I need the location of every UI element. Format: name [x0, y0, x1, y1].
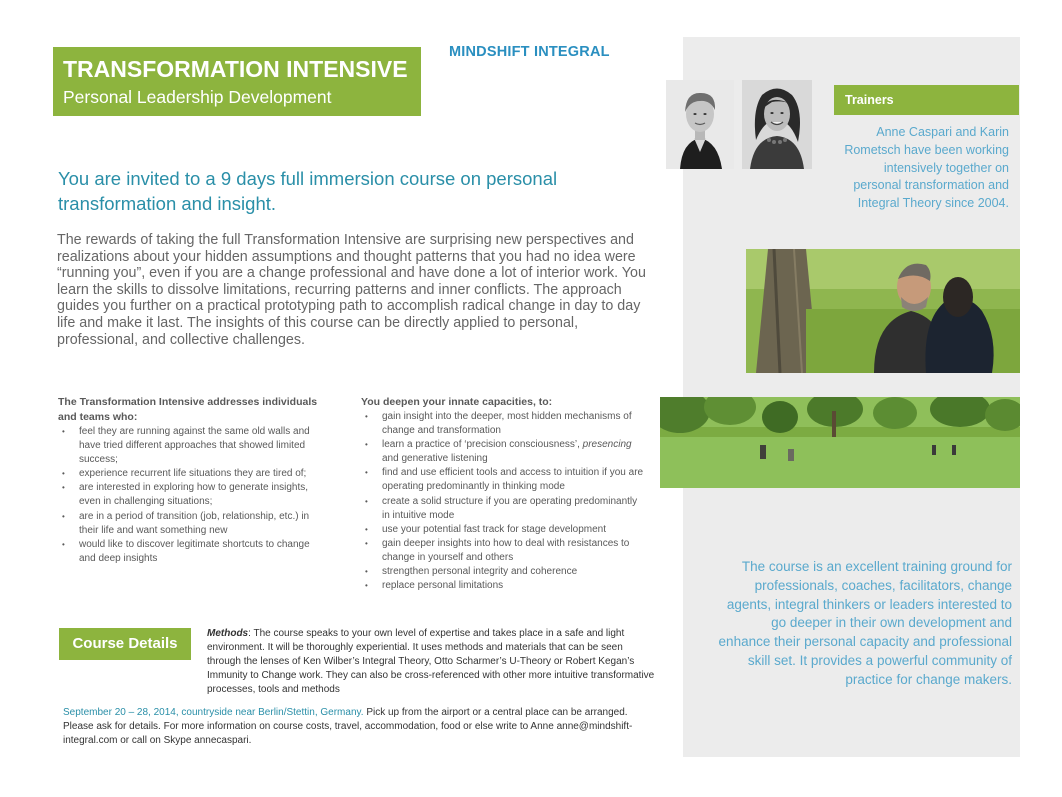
list-item: • would like to discover legitimate shortcuts to change and deep insights [58, 538, 323, 566]
dates-highlight: September 20 – 28, 2014, countryside near Berlin/Stettin, Germany. [63, 707, 364, 718]
dates-paragraph: September 20 – 28, 2014, countryside near Berlin/Stettin, Germany. Pick up from the airport or a central place can be arranged. Please ask for details. For more information on course costs, travel, accommodation, food or else write to Anne anne@mindshift-integral.com or call on Skype annecaspari. [63, 707, 633, 746]
list-item: • replace personal limitations [361, 579, 646, 593]
capacities-section [361, 395, 646, 593]
trainers-label: Trainers [834, 85, 1019, 115]
list-item: • learn a practice of ‘precision consciousness’, presencing and generative listening [361, 438, 646, 466]
list-item: • use your potential fast track for stage development [361, 523, 646, 537]
list-item: • strengthen personal integrity and coherence [361, 565, 646, 579]
list-item: • feel they are running against the same old walls and have tried different approaches that showed limited success; [58, 425, 323, 467]
list-item: • are interested in exploring how to generate insights, even in challenging situations; [58, 481, 323, 509]
list-item: • find and use efficient tools and access to intuition if you are operating predominantly in thinking mode [361, 466, 646, 494]
trainer-photo-karin [742, 80, 812, 169]
title-banner [53, 47, 421, 116]
addresses-list [58, 425, 323, 566]
addresses-section [58, 395, 323, 566]
conversation-photo [746, 249, 1020, 373]
rewards-paragraph: The rewards of taking the full Transformation Intensive are surprising new perspectives and realizations about your hidden assumptions and thought patterns that you had no idea were “running you”, even if you are a change professional and have done a lot of interior work. You learn the skills to dissolve limitations, recurring patterns and inner conflicts. The approach guides you further on a practical prototyping path to accomplish radical change in day to day life and make it last. The insights of this course can be directly applied to personal, professional, and collective challenges. [57, 232, 646, 348]
capacities-heading: You deepen your innate capacities, to: [361, 396, 553, 408]
list-item: • experience recurrent life situations they are tired of; [58, 467, 323, 481]
page-subtitle: Personal Leadership Development [63, 87, 332, 107]
page-title: TRANSFORMATION INTENSIVE [63, 56, 408, 82]
brand-name: MINDSHIFT INTEGRAL [449, 44, 610, 60]
methods-paragraph: Methods: The course speaks to your own level of expertise and takes place in a safe and light environment. It will be thoroughly experiential. It uses methods and materials that can be seen through the lenses of Ken Wilber’s Integral Theory, Otto Scharmer’s U-Theory or Robert Kegan’s Immunity to Change work. They can also be cross-referenced with other more intuitive transformative processes, tools and methods [207, 628, 655, 695]
course-details-label: Course Details [59, 628, 191, 660]
addresses-heading: The Transformation Intensive addresses individuals and teams who: [58, 396, 318, 423]
emphasis-text: presencing [582, 439, 632, 451]
invitation-heading: You are invited to a 9 days full immersion course on personal transformation and insight. [58, 168, 558, 214]
course-description: The course is an excellent training ground for professionals, coaches, facilitators, change agents, integral thinkers or leaders interested to go deeper in their own development and enhance their personal capacity and professional skill set. It provides a powerful community of practice for change makers. [718, 559, 1012, 687]
list-item: • gain deeper insights into how to deal with resistances to change in yourself and others [361, 537, 646, 565]
list-item: • create a solid structure if you are operating predominantly in intuitive mode [361, 495, 646, 523]
capacities-list [361, 410, 646, 593]
trainers-description: Anne Caspari and Karin Rometsch have been working intensively together on personal transformation and Integral Theory since 2004. [844, 125, 1009, 211]
trainer-photo-anne [666, 80, 734, 169]
meadow-photo [660, 397, 1020, 488]
list-item: • are in a period of transition (job, relationship, etc.) in their life and want something new [58, 510, 323, 538]
methods-label: Methods [207, 628, 249, 639]
list-item: • gain insight into the deeper, most hidden mechanisms of change and transformation [361, 410, 646, 438]
